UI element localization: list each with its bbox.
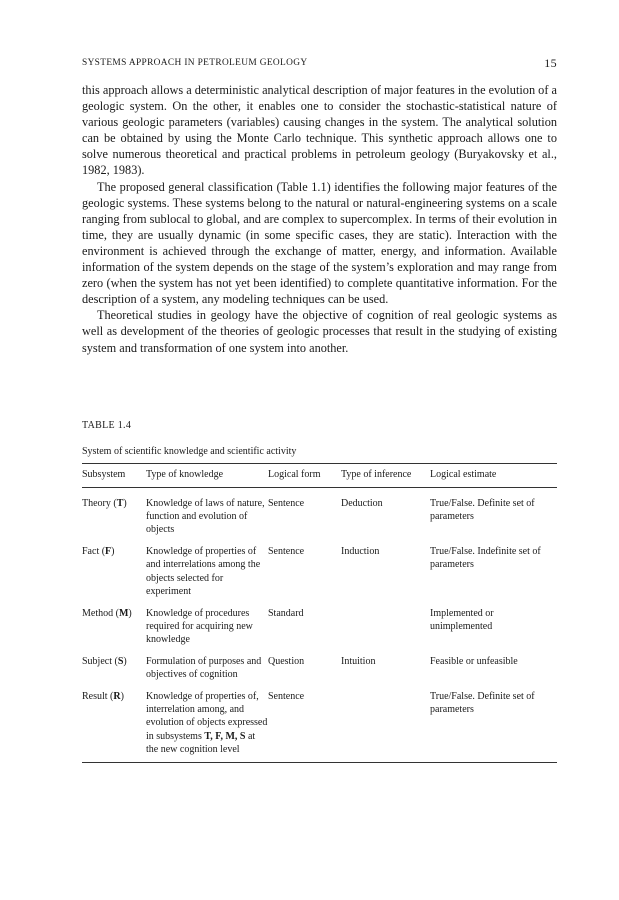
table-header-row xyxy=(82,464,557,488)
table-row-subject xyxy=(82,651,557,686)
table-row-result xyxy=(82,686,557,762)
cell-subsystem: Method (M) xyxy=(82,607,132,619)
cell-subsystem: Subject (S) xyxy=(82,656,127,668)
cell-subsystem: Fact (F) xyxy=(82,546,115,558)
cell-form: Question xyxy=(268,656,305,668)
table-caption: System of scientific knowledge and scientific activity xyxy=(82,446,297,457)
cell-inference: Induction xyxy=(341,546,380,558)
cell-form: Sentence xyxy=(268,546,305,558)
cell-inference xyxy=(341,603,430,651)
header-logical-estimate: Logical estimate xyxy=(430,464,557,488)
running-title: SYSTEMS APPROACH IN PETROLEUM GEOLOGY xyxy=(82,58,308,68)
table-row-fact xyxy=(82,541,557,602)
cell-form: Standard xyxy=(268,607,304,619)
cell-estimate: True/False. Definite set of parameters xyxy=(430,498,535,523)
cell-form: Sentence xyxy=(268,498,305,510)
cell-form: Sentence xyxy=(268,686,341,762)
page-number: 15 xyxy=(544,56,557,70)
table-row-method xyxy=(82,603,557,651)
knowledge-table xyxy=(82,463,557,763)
cell-inference xyxy=(341,686,430,762)
cell-subsystem: Theory (T) xyxy=(82,498,127,510)
cell-knowledge: Knowledge of properties of, interrelation among, and evolution of objects expressed in subsystems T, F, M, S at the new cognition level xyxy=(146,686,268,762)
cell-knowledge: Knowledge of procedures required for acquiring new knowledge xyxy=(146,607,253,645)
cell-knowledge: Knowledge of properties of and interrelations among the objects selected for experiment xyxy=(146,546,261,597)
cell-inference: Deduction xyxy=(341,498,383,510)
body-text xyxy=(82,82,557,356)
paragraph-2: The proposed general classification (Table 1.1) identifies the following major features of the geologic systems. These systems belong to the natural or natural-engineering systems on a scale ranging from sublocal to global, and are complex to supercomplex. In terms of their evolution in time, they are usually dynamic (in some specific cases, they are static). Interaction with the environment is achieved through the exchange of matter, energy, and information. Available information of the system depends on the stage of the system’s exploration and may range from zero (when the system has not yet been identified) to complete quantitative information. For the description of a system, any modeling techniques can be used. xyxy=(82,179,558,307)
running-header xyxy=(82,56,557,72)
header-logical-form: Logical form xyxy=(268,464,341,488)
cell-knowledge: Knowledge of laws of nature, function and evolution of objects xyxy=(146,498,265,536)
cell-estimate: True/False. Indefinite set of parameters xyxy=(430,546,541,571)
cell-estimate: True/False. Definite set of parameters xyxy=(430,686,557,762)
table-label: TABLE 1.4 xyxy=(82,420,132,431)
header-type-of-inference: Type of inference xyxy=(341,464,430,488)
table-row-theory xyxy=(82,488,557,542)
paragraph-3: Theoretical studies in geology have the objective of cognition of real geologic systems as well as development of the theories of geologic processes that result in the studying of existing system and transformation of one system into another. xyxy=(82,308,557,355)
cell-subsystem: Result (R) xyxy=(82,686,146,762)
paragraph-1: this approach allows a deterministic analytical description of major features in the evolution of a geologic system. On the other, it enables one to consider the stochastic-statistical nature of various geologic parameters (variables) causing changes in the system. The analytical solution can be obtained by using the Monte Carlo technique. This synthetic approach allows one to solve numerous theoretical and practical problems in petroleum geology (Buryakovsky et al., 1982, 1983). xyxy=(82,83,557,178)
cell-estimate: Implemented or unimplemented xyxy=(430,607,494,632)
header-type-of-knowledge: Type of knowledge xyxy=(146,464,268,488)
cell-inference: Intuition xyxy=(341,656,376,668)
table-1-4 xyxy=(82,420,557,763)
cell-knowledge: Formulation of purposes and objectives of cognition xyxy=(146,656,262,681)
header-subsystem: Subsystem xyxy=(82,464,146,488)
cell-estimate: Feasible or unfeasible xyxy=(430,656,518,668)
